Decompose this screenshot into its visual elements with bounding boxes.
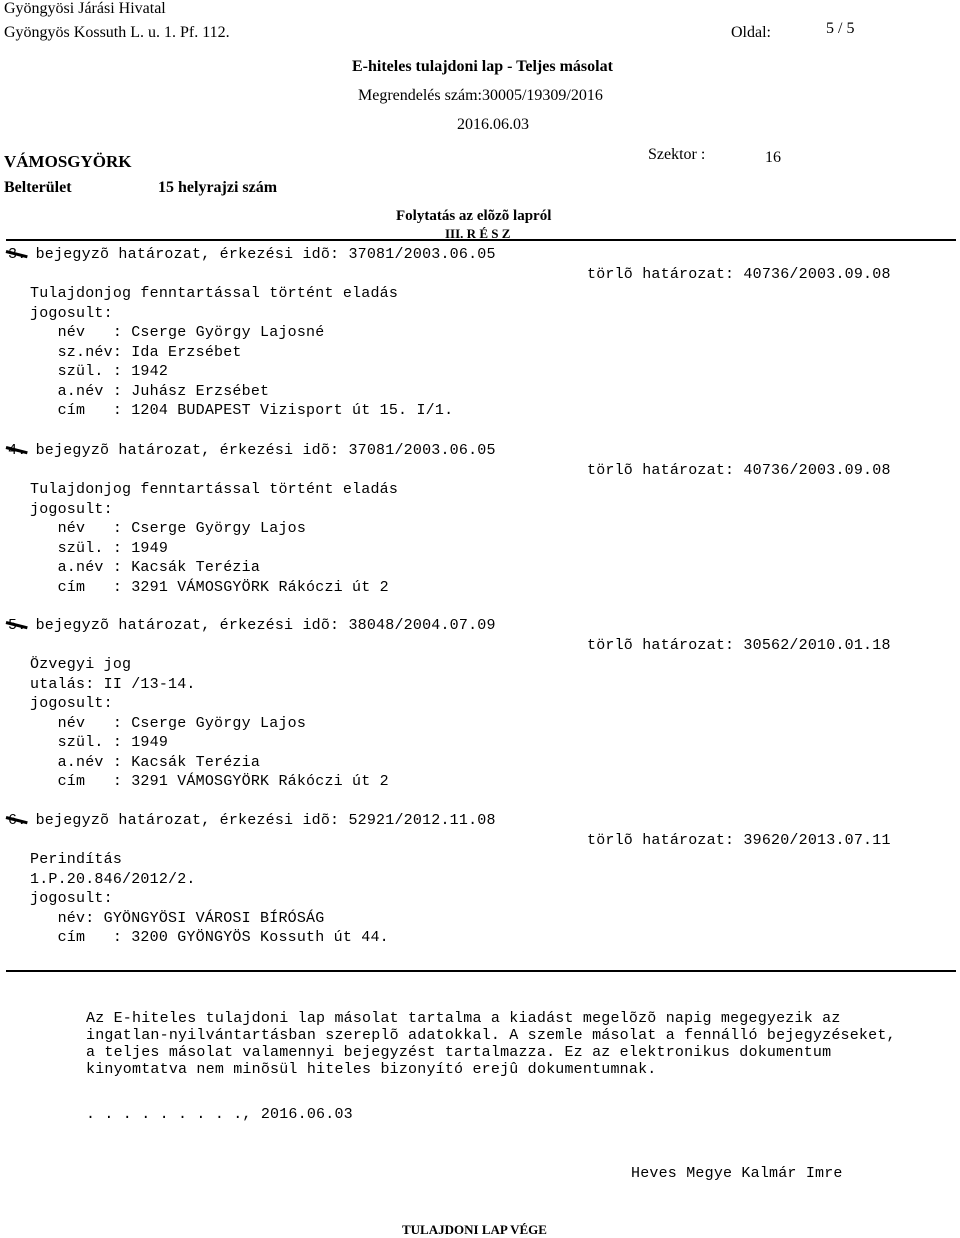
entry-line: név: GYÖNGYÖSI VÁROSI BÍRÓSÁG <box>30 909 325 927</box>
entry-line: utalás: II /13-14. <box>30 675 196 693</box>
entry-heading: 5. bejegyzõ határozat, érkezési idõ: 38048/2004.07.09 <box>8 617 496 634</box>
entry-line: cím : 3200 GYÖNGYÖS Kossuth út 44. <box>30 929 389 946</box>
area-type: Belterület <box>4 179 72 196</box>
legal-notice <box>86 1010 896 1078</box>
entry-line: jogosult: <box>30 304 113 322</box>
sector-label: Szektor : <box>648 146 706 163</box>
entry-line: név : Cserge György Lajos <box>30 714 307 732</box>
issue-date: 2016.06.03 <box>457 116 529 133</box>
notice-line: ingatlan-nyilvántartásban szereplõ adatokkal. A szemle másolat a fennálló bejegyzéseket, <box>86 1027 896 1044</box>
deleting-resolution: törlõ határozat: 40736/2003.09.08 <box>587 266 891 283</box>
entry-line: a.név : Juhász Erzsébet <box>30 382 270 400</box>
entry-line: szül. : 1949 <box>30 539 169 557</box>
signer-name: Heves Megye Kalmár Imre <box>631 1165 843 1182</box>
notice-line: a teljes másolat valamennyi bejegyzést tartalmazza. Ez az elektronikus dokumentum <box>86 1044 832 1061</box>
entry-line: szül. : 1949 <box>30 734 169 751</box>
entry-line: jogosult: <box>30 890 113 907</box>
settlement-name: VÁMOSGYÖRK <box>4 152 132 171</box>
order-number <box>358 87 603 105</box>
entry-line: 1.P.20.846/2012/2. <box>30 870 196 888</box>
entry-line: Tulajdonjog fenntartással történt eladás <box>30 285 399 302</box>
entry-line: jogosult: <box>30 695 113 712</box>
sector-value: 16 <box>765 149 781 166</box>
entry-heading: 4. bejegyzõ határozat, érkezési idõ: 37081/2003.06.05 <box>8 442 496 459</box>
part-title: III. R É S Z <box>445 226 511 241</box>
entry-line: Tulajdonjog fenntartással történt eladás <box>30 481 399 498</box>
entry-line: szül. : 1942 <box>30 363 169 380</box>
entry-line: Özvegyi jog <box>30 656 132 673</box>
notice-line: Az E-hiteles tulajdoni lap másolat tartalma a kiadást megelõzõ napig megegyezik az <box>86 1010 841 1027</box>
entry-line: név : Cserge György Lajosné <box>30 324 325 341</box>
place-date: . . . . . . . . ., 2016.06.03 <box>86 1106 353 1123</box>
footer-divider <box>6 970 956 972</box>
header-divider <box>6 239 956 241</box>
order-label: Megrendelés szám: <box>358 87 482 104</box>
notice-line: kinyomtatva nem minõsül hiteles bizonyító erejû dokumentumnak. <box>86 1061 657 1078</box>
office-address: Gyöngyös Kossuth L. u. 1. Pf. 112. <box>4 24 230 41</box>
continued-note: Folytatás az elõzõ lapról <box>396 208 552 224</box>
page-label: Oldal: <box>731 24 771 41</box>
end-of-sheet: TULAJDONI LAP VÉGE <box>402 1222 547 1237</box>
entry-heading: 3. bejegyzõ határozat, érkezési idõ: 37081/2003.06.05 <box>8 246 496 263</box>
entry-line: Perindítás <box>30 851 123 868</box>
entry-line: a.név : Kacsák Terézia <box>30 559 261 576</box>
entry-line: cím : 1204 BUDAPEST Vizisport út 15. I/1. <box>30 402 454 419</box>
deleting-resolution: törlõ határozat: 30562/2010.01.18 <box>587 637 891 654</box>
entry-line: név : Cserge György Lajos <box>30 520 307 537</box>
entry-line: cím : 3291 VÁMOSGYÖRK Rákóczi út 2 <box>30 578 389 596</box>
entry-line: a.név : Kacsák Terézia <box>30 753 261 771</box>
page-number: 5 / 5 <box>826 20 855 37</box>
deleting-resolution: törlõ határozat: 39620/2013.07.11 <box>587 832 891 849</box>
document-title: E-hiteles tulajdoni lap - Teljes másolat <box>352 58 613 75</box>
entry-heading: 6. bejegyzõ határozat, érkezési idõ: 52921/2012.11.08 <box>8 812 496 829</box>
deleting-resolution: törlõ határozat: 40736/2003.09.08 <box>587 462 891 479</box>
office-name: Gyöngyösi Járási Hivatal <box>4 0 166 17</box>
entry-line: jogosult: <box>30 500 113 518</box>
entry-line: sz.név: Ida Erzsébet <box>30 343 242 361</box>
entry-line: cím : 3291 VÁMOSGYÖRK Rákóczi út 2 <box>30 773 389 790</box>
lot-number: 15 helyrajzi szám <box>158 179 278 196</box>
order-value: 30005/19309/2016 <box>481 87 603 104</box>
